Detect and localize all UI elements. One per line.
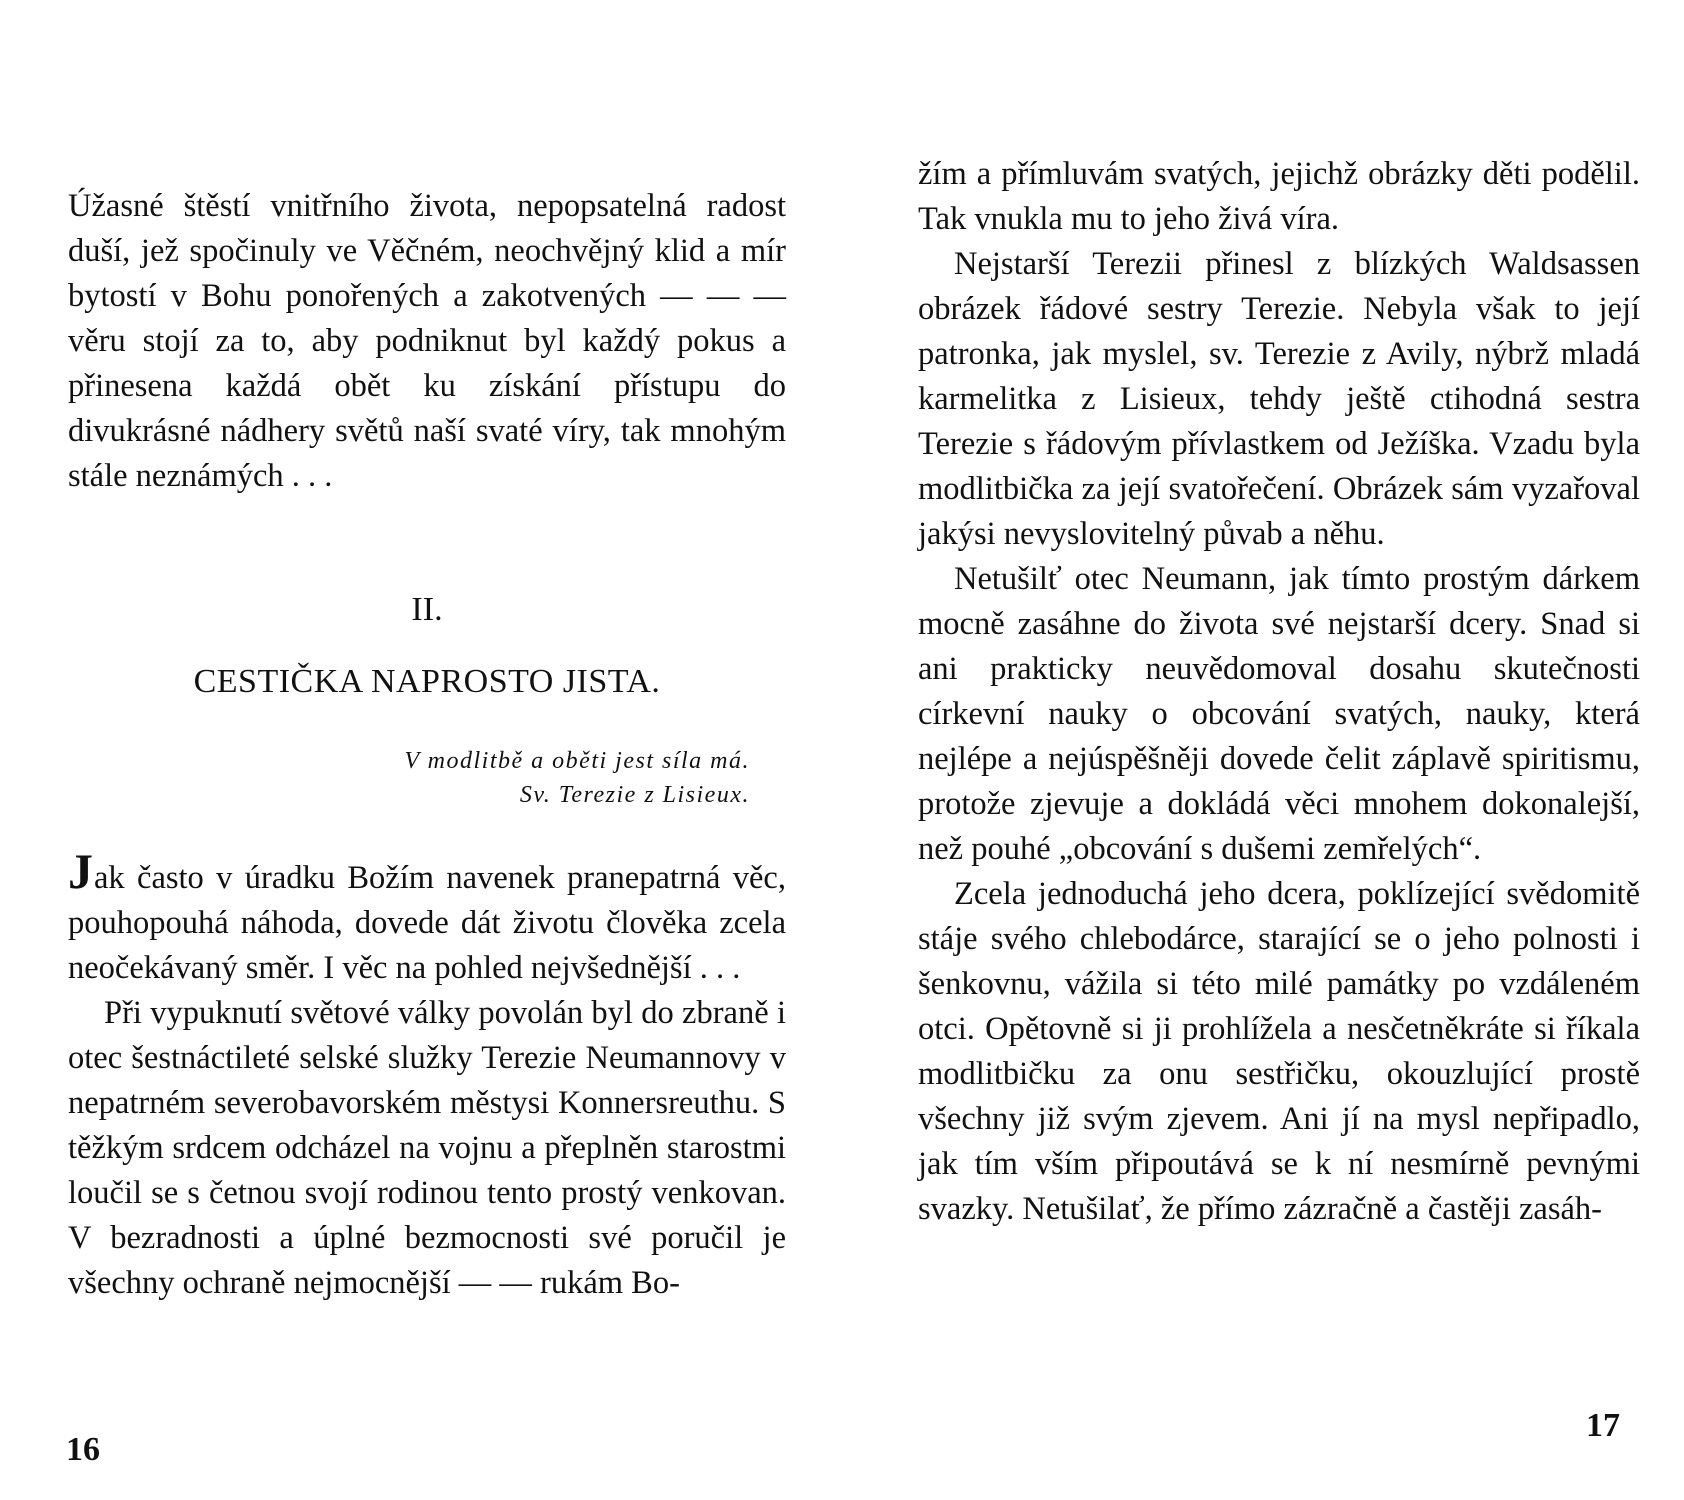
motto [290, 744, 750, 812]
paragraph [68, 843, 786, 991]
page-number: 17 [1586, 1407, 1620, 1444]
left-top-text [68, 184, 786, 499]
right-body-text [918, 152, 1640, 1232]
motto-source: Sv. Terezie z Lisieux. [519, 782, 750, 808]
right-page [842, 0, 1684, 1500]
paragraph: Úžasné štěstí vnitřního života, nepopsatelná radost duší, jež spočinuly ve Věčném, neochvějný klid a mír bytostí v Bohu ponořených a zakotvených — — — věru stojí za to, aby podniknut byl každý pokus a přinesena každá obět ku získání přístupu do divukrásné nádhery světů naší svaté víry, tak mnohým stále neznámých . . . [68, 188, 786, 494]
drop-cap: J [68, 843, 94, 899]
chapter-title: CESTIČKA NAPROSTO JISTA. [193, 663, 661, 700]
paragraph-text: ak často v úradku Božím navenek pranepatrná věc, pouhopouhá náhoda, dovede dát životu člověka zcela neočekávaný směr. I věc na pohled nejvšednější . . . [68, 860, 786, 986]
paragraph: žím a přímluvám svatých, jejichž obrázky děti podělil. Tak vnukla mu to jeho živá víra. [918, 156, 1640, 237]
paragraph: Nejstarší Terezii přinesl z blízkých Waldsassen obrázek řádové sestry Terezie. Nebyla však to její patronka, jak myslel, sv. Terezie z Avily, nýbrž mladá karmelitka z Lisieux, tehdy ještě ctihodná sestra Terezie s řádovým přívlastkem od Ježíška. Vzadu byla modlitbička za její svatořečení. Obrázek sám vyzařoval jakýsi nevyslovitelný půvab a něhu. [918, 246, 1640, 552]
left-body-text [68, 843, 786, 1306]
paragraph: Zcela jednoduchá jeho dcera, poklízející svědomitě stáje svého chlebodárce, starající se o jeho polnosti i šenkovnu, vážila si této milé památky po vzdáleném otci. Opětovně si ji prohlížela a nesčetněkráte si říkala modlitbičku za onu sestřičku, okouzlující prostě všechny již svým zjevem. Ani jí na mysl nepřipadlo, jak tím vším připoutává se k ní nesmírně pevnými svazky. Netušilať, že přímo zázračně a častěji zasáh- [918, 876, 1640, 1227]
page-number: 16 [66, 1431, 100, 1468]
motto-quote: V modlitbě a oběti jest síla má. [404, 748, 750, 774]
paragraph: Při vypuknutí světové války povolán byl do zbraně i otec šestnáctileté selské služky Terezie Neumannovy v nepatrném severobavorském městysi Konnersreuthu. S těžkým srdcem odcházel na vojnu a přeplněn starostmi loučil se s četnou svojí rodinou tento prostý venkovan. V bezradnosti a úplné bezmocnosti své poručil je všechny ochraně nejmocnější — — rukám Bo- [68, 995, 786, 1301]
chapter-number: II. [411, 591, 443, 628]
paragraph: Netušilť otec Neumann, jak tímto prostým dárkem mocně zasáhne do života své nejstarší dcery. Snad si ani prakticky neuvědomoval dosahu skutečnosti církevní nauky o obcování svatých, nauky, která nejlépe a nejúspěšněji dovede čelit záplavě spiritismu, protože zjevuje a dokládá věci mnohem dokonalejší, než pouhé „obcování s dušemi zemřelých“. [918, 561, 1640, 867]
